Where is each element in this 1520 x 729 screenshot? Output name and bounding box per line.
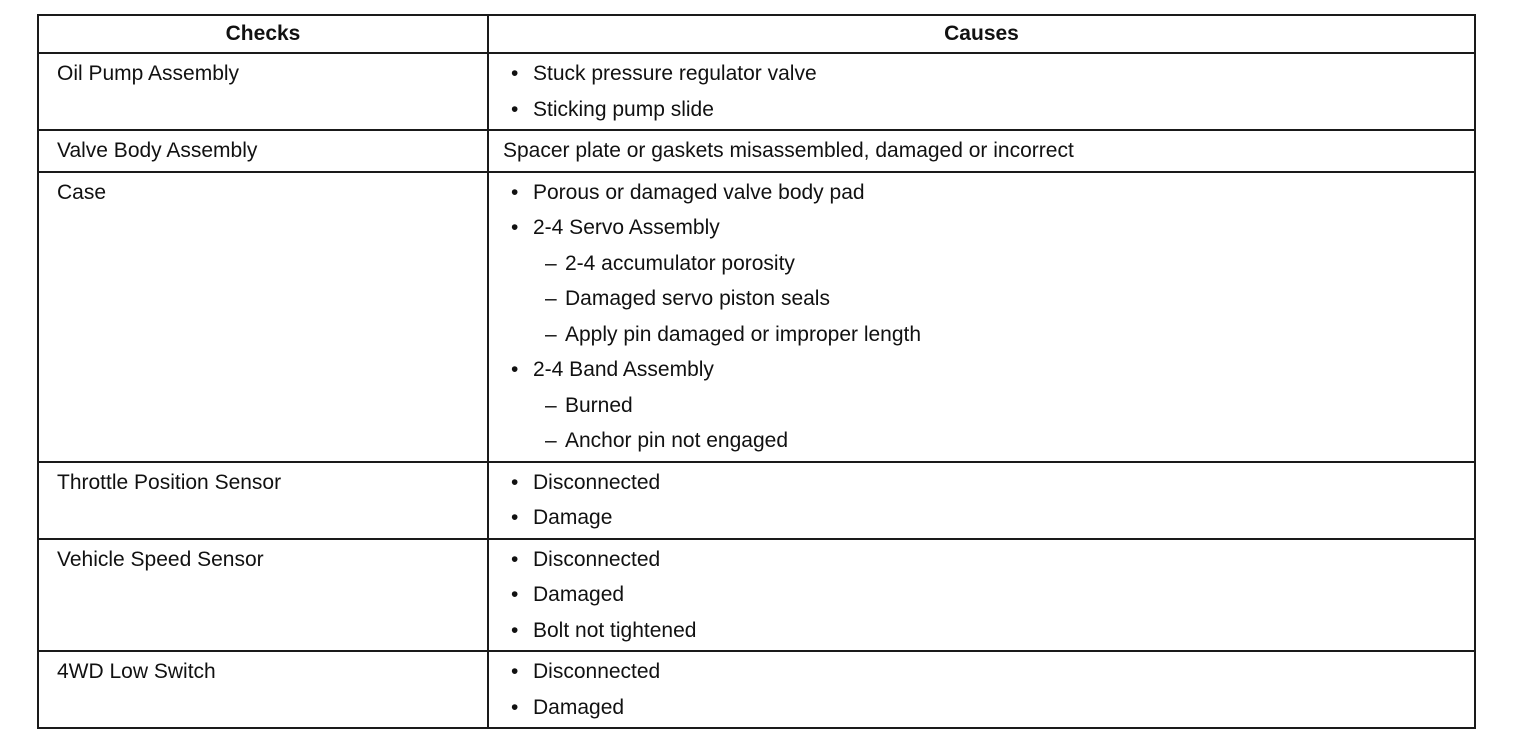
header-checks: Checks: [38, 15, 488, 53]
cause-item-text: 2-4 Band Assembly: [533, 358, 714, 381]
dash-icon: –: [545, 251, 557, 275]
cause-list: [503, 175, 1474, 459]
check-cell-valve-body-assembly: Valve Body Assembly: [38, 130, 488, 172]
cause-item: [503, 690, 1474, 726]
cause-item: [503, 500, 1474, 536]
bullet-icon: •: [511, 97, 519, 121]
cause-list: [503, 654, 1474, 725]
diagnosis-table-container: [37, 14, 1474, 729]
table-body: [38, 53, 1475, 728]
cause-item-text: Damaged: [533, 695, 625, 719]
sub-cause-text: 2-4 accumulator porosity: [565, 251, 795, 275]
bullet-icon: •: [511, 180, 519, 204]
cause-item-text: Porous or damaged valve body pad: [533, 180, 865, 204]
cause-item-text: Sticking pump slide: [533, 97, 714, 121]
cause-item: [503, 542, 1474, 578]
dash-icon: –: [545, 322, 557, 346]
causes-cell: [488, 651, 1475, 728]
cause-item-text: Damaged: [533, 583, 625, 606]
cause-item: [503, 352, 1474, 459]
cause-item-text: Disconnected: [533, 470, 661, 494]
table-row: [38, 172, 1475, 462]
cause-item-text: Damage: [533, 506, 613, 529]
table-row: [38, 462, 1475, 539]
sub-cause-text: Anchor pin not engaged: [565, 429, 789, 452]
cause-item: [503, 654, 1474, 690]
sub-cause-item: [533, 423, 1474, 459]
bullet-icon: •: [511, 618, 519, 642]
sub-cause-text: Burned: [565, 393, 633, 417]
cause-item: [503, 613, 1474, 649]
check-cell-vehicle-speed-sensor: Vehicle Speed Sensor: [38, 539, 488, 652]
bullet-icon: •: [511, 470, 519, 494]
cause-item: [503, 577, 1474, 613]
check-cell-throttle-position-sensor: Throttle Position Sensor: [38, 462, 488, 539]
dash-icon: –: [545, 393, 557, 417]
causes-cell: [488, 53, 1475, 130]
sub-cause-text: Damaged servo piston seals: [565, 287, 830, 310]
diagnosis-table: [37, 14, 1476, 729]
bullet-icon: •: [511, 547, 519, 571]
sub-cause-list: [533, 388, 1474, 459]
bullet-icon: •: [511, 695, 519, 719]
bullet-icon: •: [511, 358, 519, 381]
bullet-icon: •: [511, 506, 519, 529]
header-row: [38, 15, 1475, 53]
bullet-icon: •: [511, 660, 519, 683]
cause-item: [503, 210, 1474, 352]
bullet-icon: •: [511, 216, 519, 239]
sub-cause-text: Apply pin damaged or improper length: [565, 322, 922, 346]
check-cell-oil-pump-assembly: Oil Pump Assembly: [38, 53, 488, 130]
cause-list: [503, 542, 1474, 649]
cause-item-text: Disconnected: [533, 660, 661, 683]
cause-item-text: Stuck pressure regulator valve: [533, 62, 817, 85]
table-row: [38, 651, 1475, 728]
causes-cell: [488, 462, 1475, 539]
bullet-icon: •: [511, 583, 519, 606]
check-cell-case: Case: [38, 172, 488, 462]
sub-cause-list: [533, 246, 1474, 353]
cause-item: [503, 465, 1474, 501]
table-row: [38, 130, 1475, 172]
cause-item: [503, 175, 1474, 211]
cause-item: [503, 56, 1474, 92]
cause-item-text: Disconnected: [533, 547, 661, 571]
table-row: [38, 539, 1475, 652]
causes-cell: [488, 130, 1475, 172]
sub-cause-item: [533, 246, 1474, 282]
cause-list: [503, 56, 1474, 127]
cause-text: Spacer plate or gaskets misassembled, damaged or incorrect: [503, 139, 1074, 162]
cause-item-text: Bolt not tightened: [533, 618, 697, 642]
sub-cause-item: [533, 281, 1474, 317]
sub-cause-item: [533, 388, 1474, 424]
sub-cause-item: [533, 317, 1474, 353]
bullet-icon: •: [511, 62, 519, 85]
dash-icon: –: [545, 429, 557, 452]
causes-cell: [488, 172, 1475, 462]
causes-cell: [488, 539, 1475, 652]
cause-item: [503, 92, 1474, 128]
header-causes: Causes: [488, 15, 1475, 53]
cause-item-text: 2-4 Servo Assembly: [533, 216, 720, 239]
dash-icon: –: [545, 287, 557, 310]
table-row: [38, 53, 1475, 130]
cause-list: [503, 465, 1474, 536]
check-cell-4wd-low-switch: 4WD Low Switch: [38, 651, 488, 728]
